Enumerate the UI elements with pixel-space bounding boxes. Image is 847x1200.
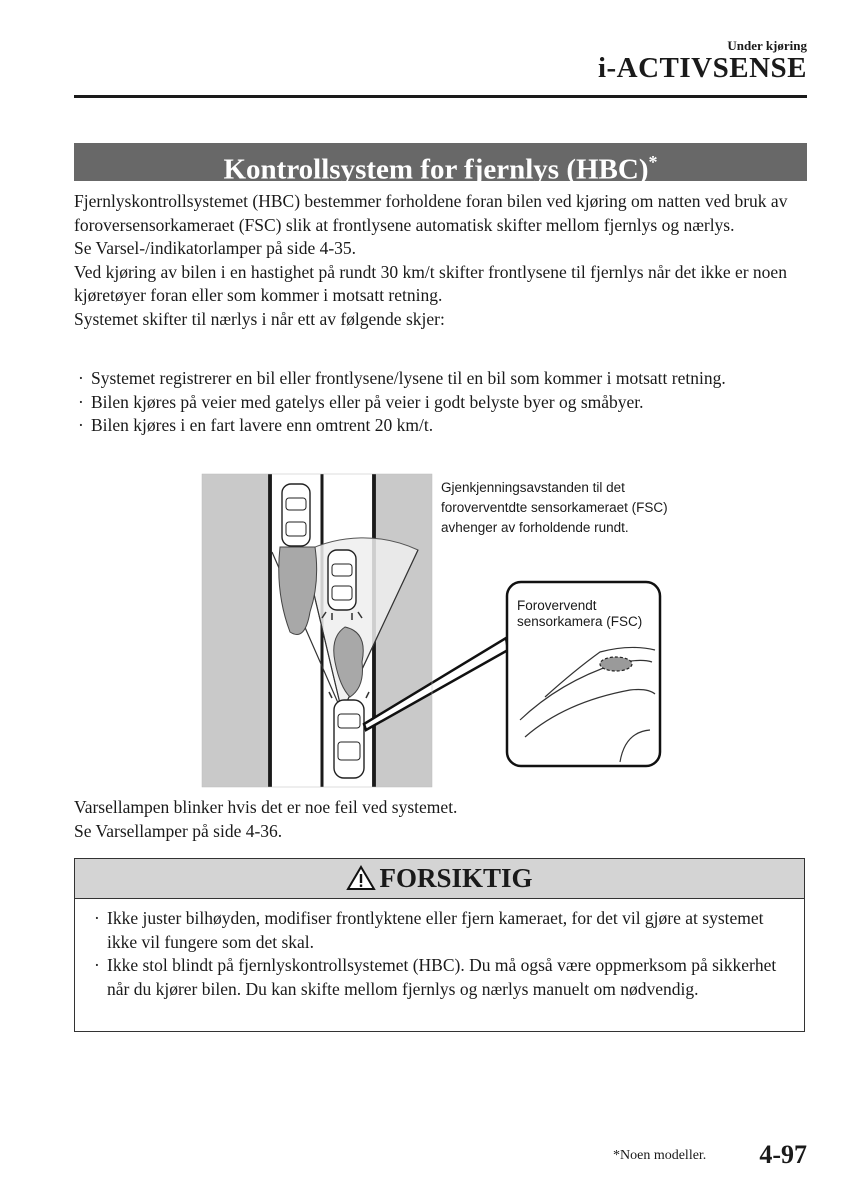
caution-box — [74, 858, 805, 1032]
intro-reference: Se Varsel-/indikatorlamper på side 4-35. — [74, 238, 357, 258]
oncoming-car-icon — [282, 484, 310, 546]
page-number: 4-97 — [759, 1140, 807, 1169]
intro-paragraph: Systemet skifter til nærlys i når ett av følgende skjer: — [74, 308, 445, 329]
header-title: i-ACTIVSENSE — [597, 52, 807, 84]
header-rule — [74, 95, 807, 98]
list-item: · Ikke stol blindt på fjernlyskontrollsystemet (HBC). Du må også være oppmerksom på sikkerhet når du kjører bilen. Du kan skifte mellom fjernlys og nærlys manuelt om nødvendig. — [90, 954, 790, 1001]
section-label: Under kjøring — [727, 38, 807, 53]
caution-header — [75, 859, 804, 899]
intro-text — [74, 190, 814, 331]
figure-caption-camera: Forovervendt sensorkamera (FSC) — [517, 598, 643, 629]
after-text — [74, 796, 814, 843]
after-reference: Se Varsellamper på side 4-36. — [74, 820, 283, 841]
page-title — [74, 143, 807, 186]
footnote-marker: * — [648, 152, 658, 172]
list-item: · Bilen kjøres i en fart lavere enn omtrent 20 km/t. — [74, 414, 814, 438]
list-item: · Ikke juster bilhøyden, modifiser frontlyktene eller fjern kameraet, for det vil gjøre at systemet ikke vil fungere som det skal. — [90, 907, 790, 954]
caution-title: FORSIKTIG — [379, 863, 533, 893]
warning-triangle-icon — [346, 865, 376, 891]
figure-caption-range: Gjenkjenningsavstanden til det foroverventdte sensorkameraet (FSC) avhenger av forholdende rundt. — [441, 480, 668, 535]
intro-paragraph: Ved kjøring av bilen i en hastighet på rundt 30 km/t skifter frontlysene til fjernlys når det ikke er noen kjøretøyer foran eller som kommer i motsatt retning. — [74, 261, 787, 305]
own-car-icon — [329, 692, 369, 778]
list-item: · Bilen kjøres på veier med gatelys eller på veier i godt belyste byer og småbyer. — [74, 391, 814, 415]
list-item: · Systemet registrerer en bil eller frontlysene/lysene til en bil som kommer i motsatt retning. — [74, 367, 814, 391]
page-title-text: Kontrollsystem for fjernlys (HBC) — [223, 153, 649, 186]
caution-list — [75, 899, 804, 1001]
footnote: *Noen modeller. — [613, 1148, 707, 1163]
camera-icon — [600, 657, 632, 671]
intro-paragraph: Fjernlyskontrollsystemet (HBC) bestemmer forholdene foran bilen ved kjøring om natten ved bruk av foroversensorkameraet (FSC) slik at frontlysene automatisk skifter mellom fjernlys og nærlys. — [74, 191, 788, 235]
condition-list — [74, 367, 814, 438]
after-paragraph: Varsellampen blinker hvis det er noe feil ved systemet. — [74, 797, 458, 817]
